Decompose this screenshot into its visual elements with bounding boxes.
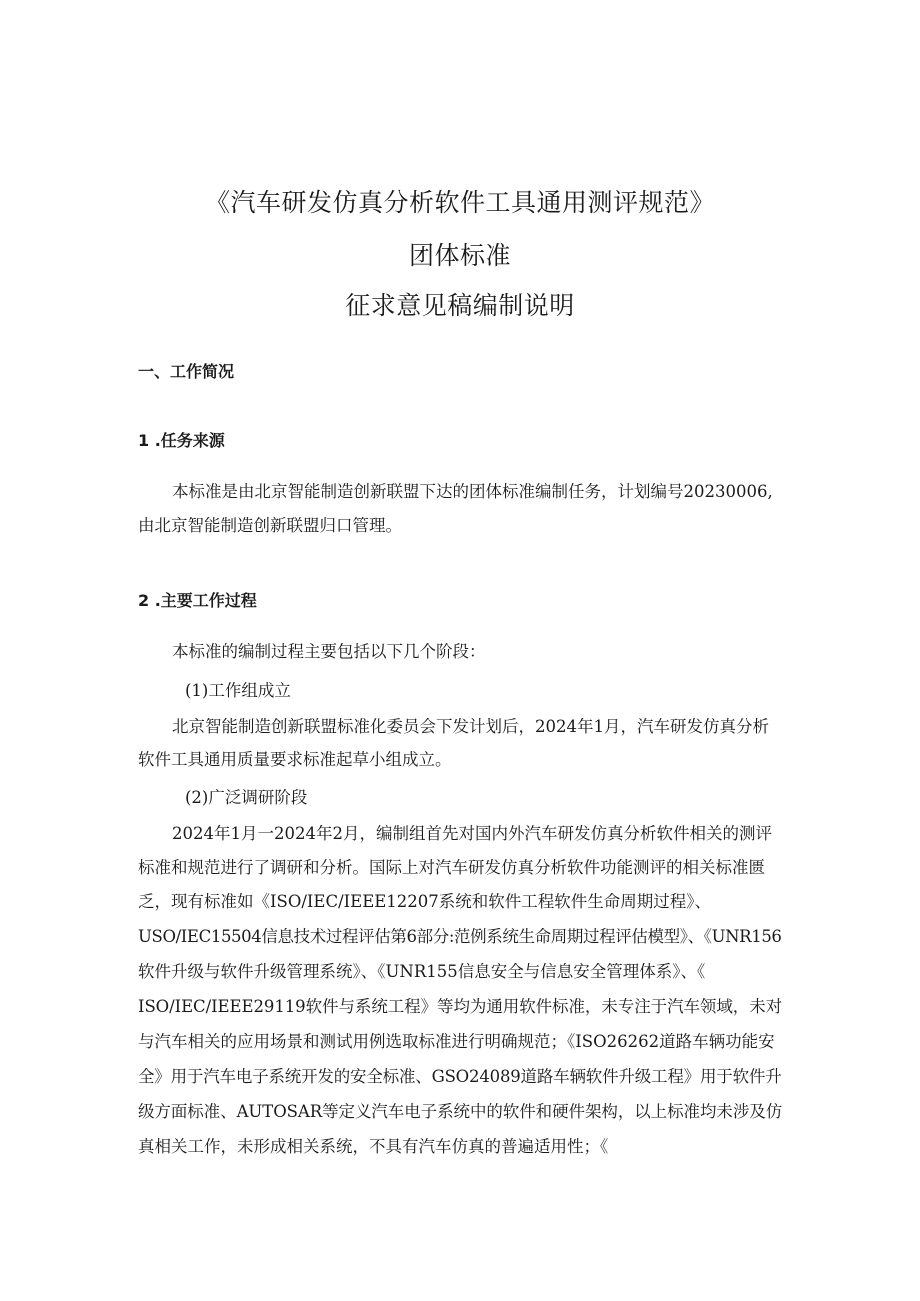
document-subtitle-standard-type: 团体标准	[408, 241, 511, 270]
paragraph-line: 全》用于汽车电子系统开发的安全标准、GSO24089道路车辆软件升级工程》用于软件升	[138, 1067, 782, 1086]
paragraph-line: 本标准是由北京智能制造创新联盟下达的团体标准编制任务，计划编号20230006,	[172, 482, 773, 501]
stage-title-working-group: (1)工作组成立	[185, 681, 291, 700]
document-subtitle-draft-note: 征求意见稿编制说明	[345, 291, 575, 320]
paragraph-line: 2024年1月一2024年2月，编制组首先对国内外汽车研发仿真分析软件相关的测评	[172, 824, 772, 843]
document-title: 《汽车研发仿真分析软件工具通用测评规范》	[204, 188, 715, 217]
paragraph-line: 软件工具通用质量要求标准起草小组成立。	[138, 750, 452, 769]
paragraph-line: 软件升级与软件升级管理系统》、《UNR155信息安全与信息安全管理体系》、《	[138, 962, 706, 981]
paragraph-line: 本标准的编制过程主要包括以下几个阶段：	[172, 642, 486, 661]
paragraph-line: ISO/IEC/IEEE29119软件与系统工程》等均为通用软件标准，未专注于汽车领域，未对	[138, 997, 783, 1016]
subsection-heading-work-process: 2 .主要工作过程	[138, 591, 257, 610]
paragraph-line: 标准和规范进行了调研和分析。国际上对汽车研发仿真分析软件功能测评的相关标准匮	[138, 858, 765, 877]
paragraph-line: 级方面标准、AUTOSAR等定义汽车电子系统中的软件和硬件架构，以上标准均未涉及仿	[138, 1102, 783, 1121]
paragraph-line: 乏，现有标准如《ISO/IEC/IEEE12207系统和软件工程软件生命周期过程》、	[138, 892, 712, 911]
stage-title-research: (2)广泛调研阶段	[185, 788, 308, 807]
paragraph-line: 北京智能制造创新联盟标准化委员会下发计划后，2024年1月，汽车研发仿真分析	[172, 717, 769, 736]
paragraph-line: 真相关工作，未形成相关系统，不具有汽车仿真的普遍适用性；《	[138, 1137, 609, 1156]
paragraph-line: 与汽车相关的应用场景和测试用例选取标准进行明确规范；《ISO26262道路车辆功能安	[138, 1032, 775, 1051]
paragraph-line: 由北京智能制造创新联盟归口管理。	[138, 516, 402, 535]
paragraph-line: USO/IEC15504信息技术过程评估第6部分:范例系统生命周期过程评估模型》、《UNR156	[138, 927, 782, 946]
subsection-heading-task-source: 1 .任务来源	[138, 431, 225, 450]
section-heading-work-overview: 一、工作简况	[138, 362, 235, 381]
